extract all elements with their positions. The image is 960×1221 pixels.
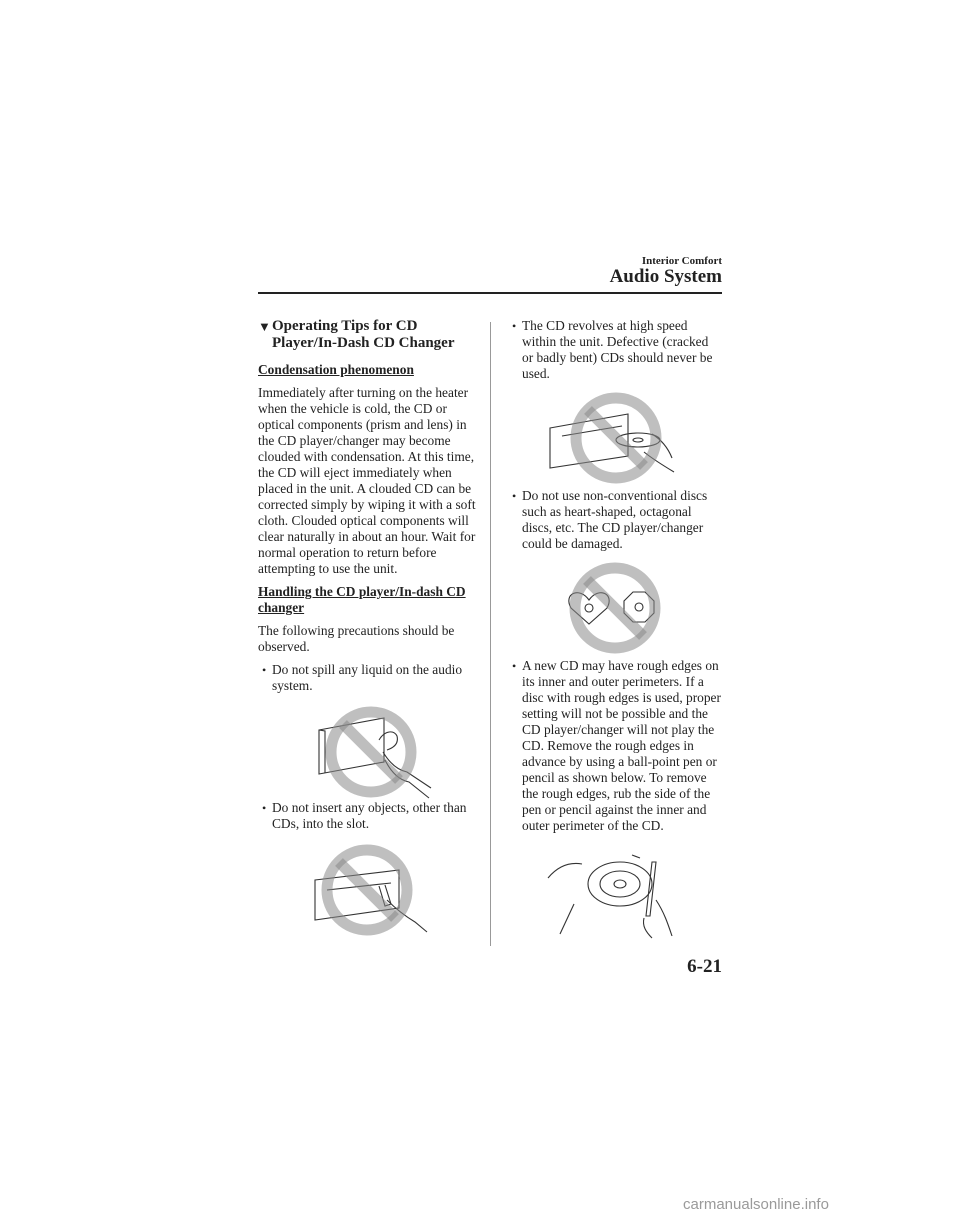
chapter-title: Audio System	[609, 266, 722, 287]
bullet-dot-icon: •	[512, 489, 517, 503]
bullet-dot-icon: •	[512, 319, 517, 333]
bullet-dot-icon: •	[262, 801, 267, 815]
no-objects-figure	[258, 838, 480, 938]
rough-edges-illustration	[540, 840, 690, 940]
header-rule	[258, 292, 722, 294]
left-column	[258, 318, 480, 938]
bullet-dot-icon: •	[262, 663, 267, 677]
section-heading	[258, 318, 480, 352]
triangle-down-icon: ▼	[258, 319, 271, 334]
defective-cd-figure	[508, 388, 722, 488]
bullet-item	[508, 488, 722, 552]
bullet-item	[508, 318, 722, 382]
watermark: carmanualsonline.info	[683, 1196, 829, 1213]
bullet-text: A new CD may have rough edges on its inner and outer perimeters. If a disc with rough edges is used, proper setting will not be possible and the CD player/changer will not play the CD. Remove the rough edges in advance by using a ball-point pen or pencil as shown below. To remove the rough edges, rub the side of the pen or pencil against the inner and outer perimeter of the CD.	[522, 658, 721, 833]
column-divider	[490, 322, 491, 946]
defective-cd-illustration	[540, 388, 690, 488]
handling-subheading: Handling the CD player/In-dash CD changer	[258, 584, 466, 615]
bullet-item	[258, 800, 480, 832]
right-column	[508, 318, 722, 940]
bullet-item	[258, 662, 480, 694]
bullet-text: The CD revolves at high speed within the unit. Defective (cracked or badly bent) CDs should never be used.	[522, 318, 713, 381]
bullet-dot-icon: •	[512, 659, 517, 673]
bullet-text: Do not insert any objects, other than CDs, into the slot.	[272, 800, 467, 831]
condensation-text: Immediately after turning on the heater when the vehicle is cold, the CD or optical components (prism and lens) in the CD player/changer may become clouded with condensation. At this time, the CD will eject immediately when placed in the unit. A clouded CD can be corrected simply by wiping it with a soft cloth. Clouded optical components will clear naturally in about an hour. Wait for normal operation to return before attempting to use the unit.	[258, 385, 476, 576]
section-heading-text: Operating Tips for CD Player/In-Dash CD Changer	[272, 318, 455, 351]
rough-edges-figure	[508, 840, 722, 940]
page-number: 6-21	[687, 956, 722, 977]
nonconventional-disc-illustration	[545, 558, 685, 658]
condensation-subheading: Condensation phenomenon	[258, 362, 414, 377]
nonconventional-disc-figure	[508, 558, 722, 658]
handling-intro: The following precautions should be observed.	[258, 623, 455, 654]
no-objects-illustration	[299, 838, 439, 938]
no-liquid-figure	[258, 700, 480, 800]
bullet-text: Do not use non-conventional discs such as heart-shaped, octagonal discs, etc. The CD player/changer could be damaged.	[522, 488, 708, 551]
bullet-text: Do not spill any liquid on the audio system.	[272, 662, 463, 693]
bullet-item	[508, 658, 722, 834]
section-label: Interior Comfort	[641, 255, 722, 267]
no-liquid-illustration	[299, 700, 439, 800]
